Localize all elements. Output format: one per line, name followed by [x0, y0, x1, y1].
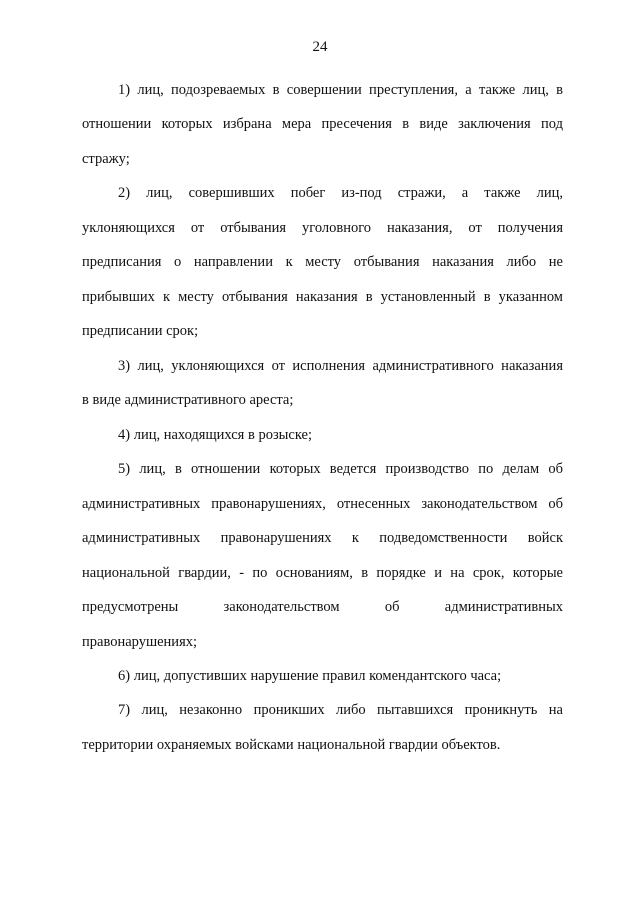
- text-line: 6) лиц, допустивших нарушение правил комендантского часа;: [118, 667, 502, 684]
- text-line: предписания о направлении к месту отбывания наказания либо не: [82, 254, 563, 271]
- text-line: уклоняющихся от отбывания уголовного наказания, от получения: [82, 219, 563, 236]
- text-line: административных правонарушениях, отнесенных законодательством об: [82, 495, 563, 512]
- paragraph-3: [82, 349, 563, 418]
- text-line: в виде административного ареста;: [82, 392, 294, 409]
- text-line: отношении которых избрана мера пресечения в виде заключения под: [82, 116, 563, 133]
- text-line: 1) лиц, подозреваемых в совершении преступления, а также лиц, в: [118, 82, 563, 98]
- text-line: правонарушениях;: [82, 633, 198, 650]
- text-line: предусмотрены законодательством об административных: [82, 599, 563, 616]
- text-line: административных правонарушениях к подведомственности войск: [82, 530, 563, 547]
- text-line: 5) лиц, в отношении которых ведется производство по делам об: [118, 461, 563, 478]
- paragraph-6: [82, 659, 563, 693]
- text-line: 4) лиц, находящихся в розыске;: [118, 426, 312, 443]
- paragraph-4: [82, 418, 563, 452]
- text-line: 2) лиц, совершивших побег из-под стражи, а также лиц,: [118, 185, 563, 202]
- paragraph-5: [82, 452, 563, 659]
- text-line: стражу;: [82, 150, 130, 167]
- text-line: 3) лиц, уклоняющихся от исполнения административного наказания: [118, 357, 563, 374]
- paragraph-2: [82, 176, 563, 348]
- text-line: прибывших к месту отбывания наказания в установленный в указанном: [82, 288, 563, 305]
- paragraph-7: [82, 693, 563, 762]
- text-line: национальной гвардии, - по основаниям, в порядке и на срок, которые: [82, 564, 563, 581]
- text-line: 7) лиц, незаконно проникших либо пытавшихся проникнуть на: [118, 702, 563, 719]
- text-line: территории охраняемых войсками национальной гвардии объектов.: [82, 736, 501, 753]
- paragraph-1: [82, 73, 563, 176]
- page-number: 24: [312, 39, 328, 55]
- document-body: [82, 73, 563, 762]
- text-line: предписании срок;: [82, 323, 199, 340]
